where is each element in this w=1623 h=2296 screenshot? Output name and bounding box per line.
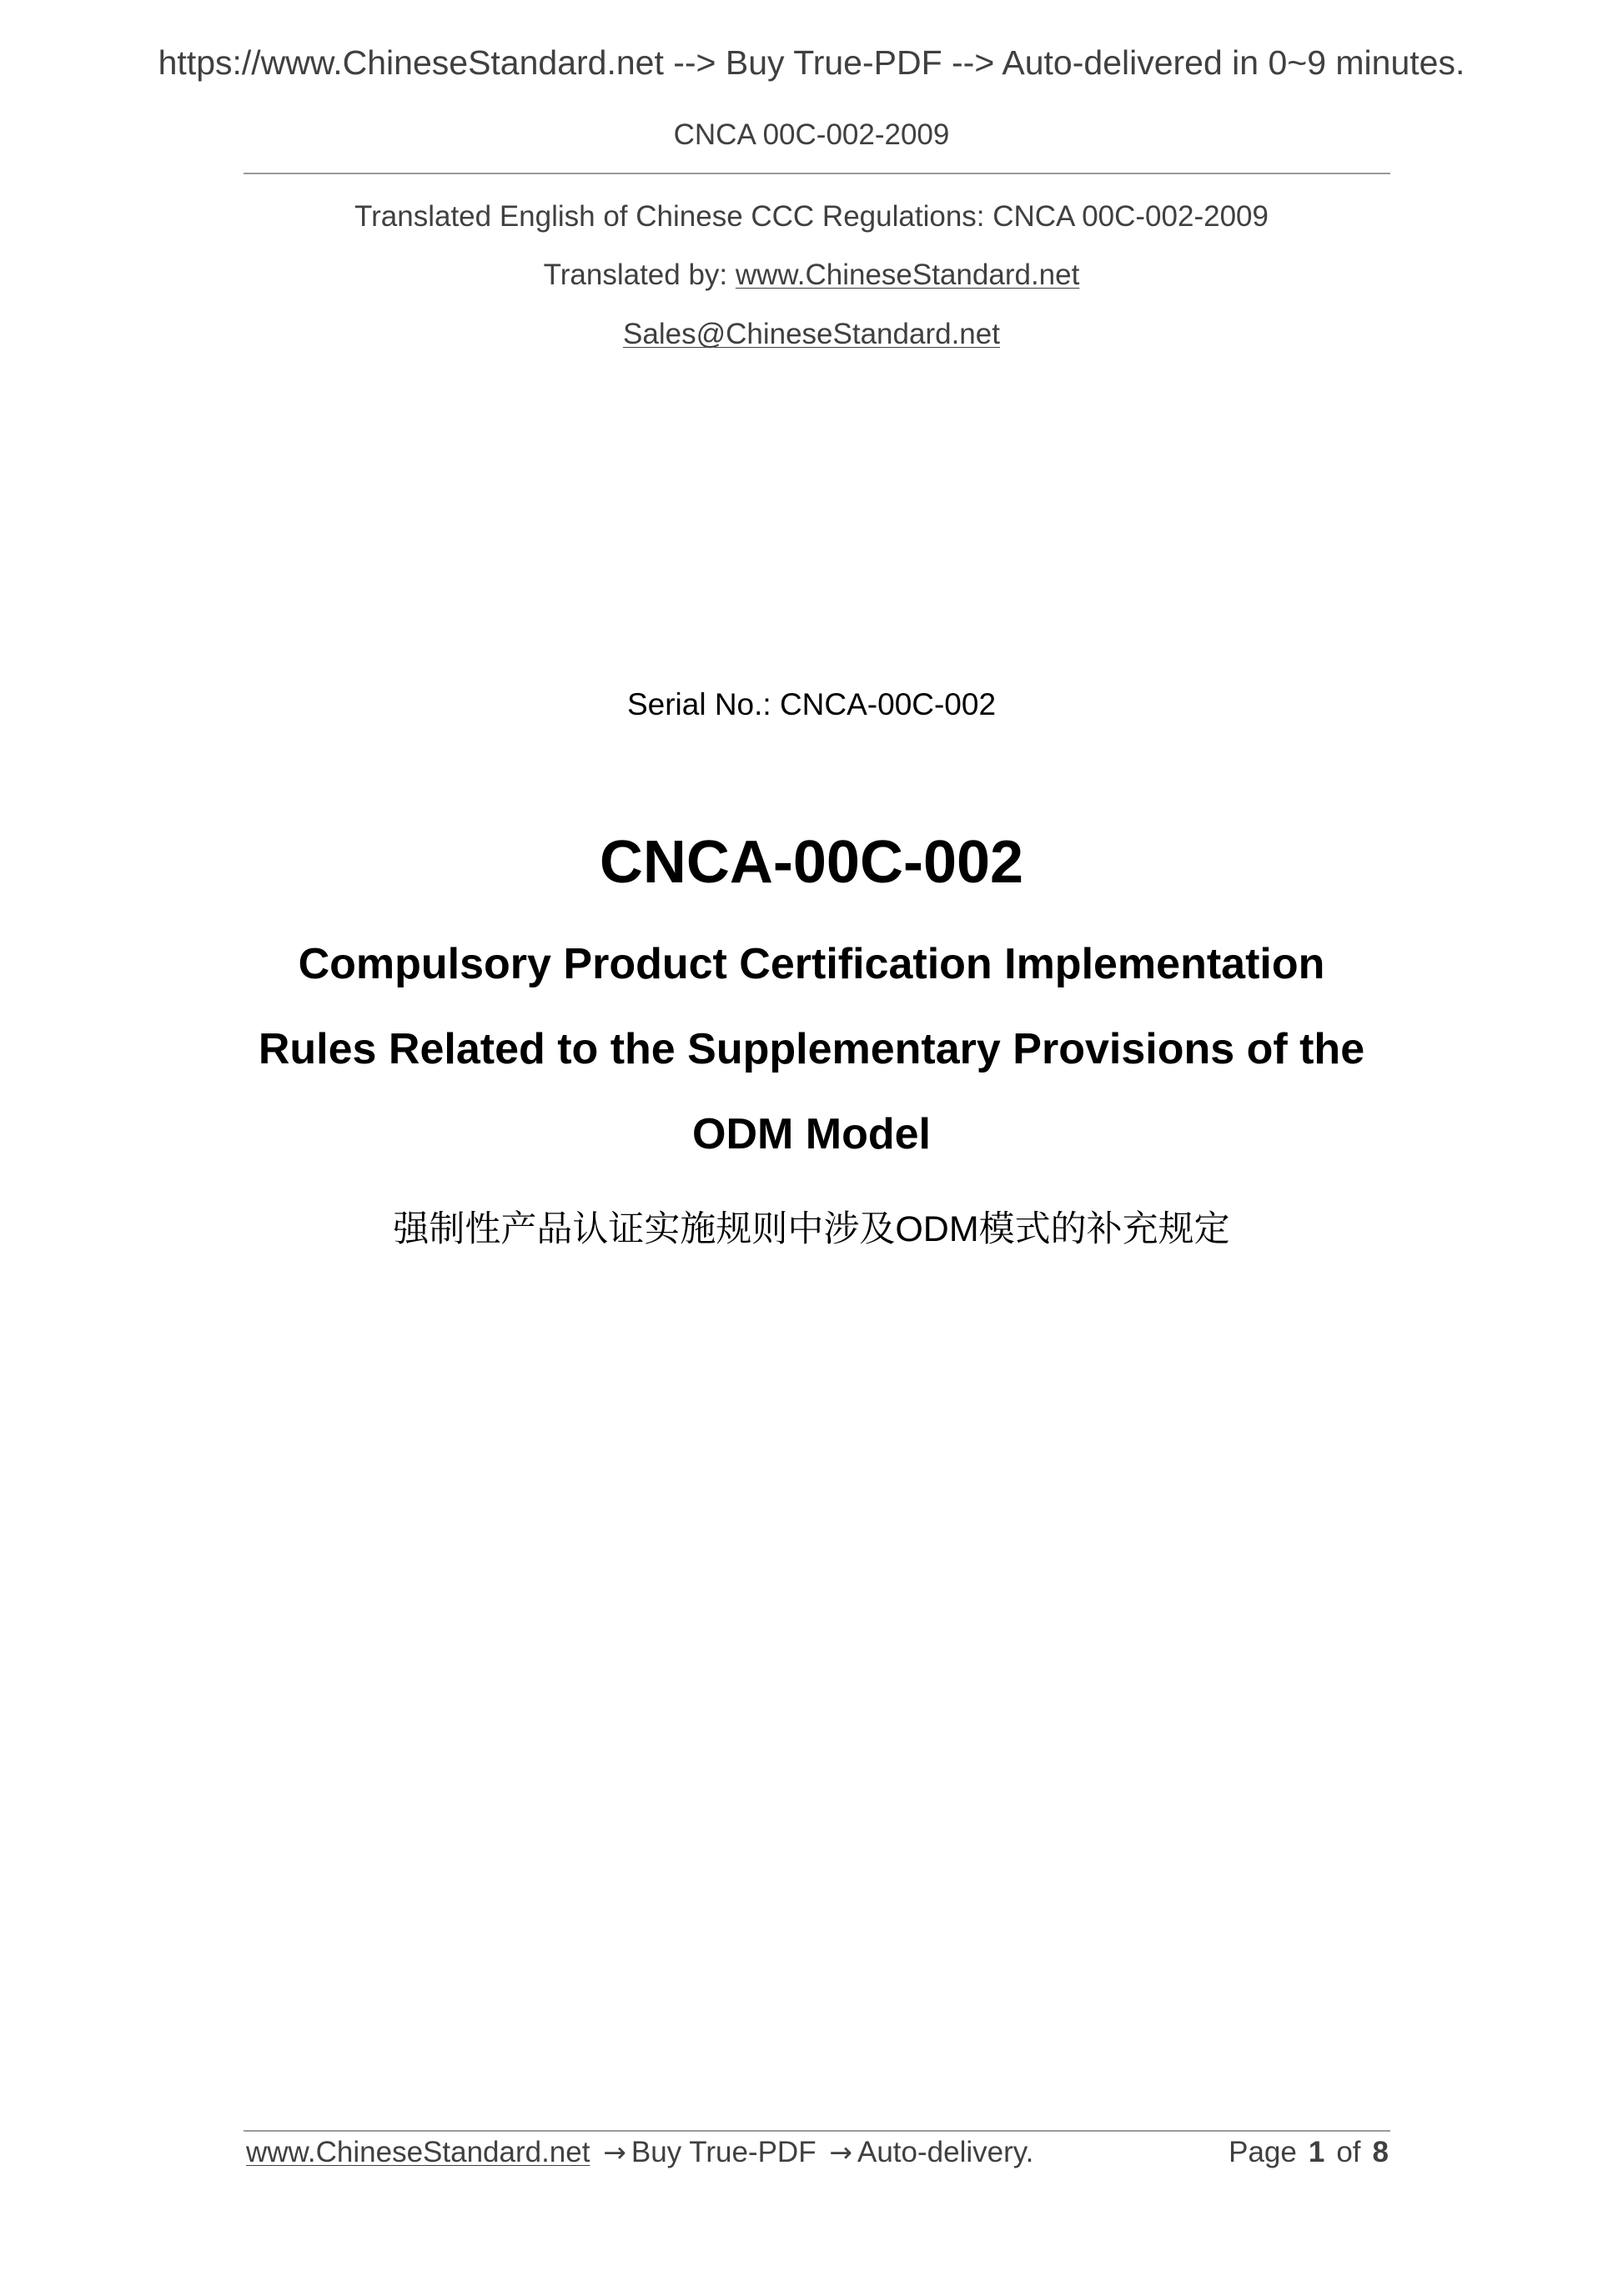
- subtitle-line: Rules Related to the Supplementary Provisions of the: [258, 1025, 1365, 1073]
- footer-buy-text: Buy True-PDF: [631, 2136, 817, 2168]
- page-total: 8: [1372, 2136, 1389, 2168]
- promo-banner[interactable]: https://www.ChineseStandard.net --> Buy True-PDF --> Auto-delivered in 0~9 minutes.: [158, 43, 1465, 82]
- footer-promo: [246, 2136, 1033, 2169]
- chinese-title: 强制性产品认证实施规则中涉及ODM模式的补充规定: [393, 1209, 1230, 1249]
- page-label: Page: [1229, 2136, 1297, 2168]
- header-divider: [244, 173, 1390, 174]
- translation-title: Translated English of Chinese CCC Regulations: CNCA 00C-002-2009: [354, 200, 1269, 233]
- subtitle-line: Compulsory Product Certification Implementation: [298, 940, 1325, 988]
- page-number: 1: [1308, 2136, 1325, 2168]
- document-subtitle: [0, 922, 1623, 1177]
- footer-website-link[interactable]: www.ChineseStandard.net: [246, 2136, 590, 2168]
- email-line: [0, 318, 1623, 351]
- arrow-right-icon: →: [603, 2136, 626, 2168]
- translated-by-line: [0, 259, 1623, 292]
- header-doc-code: CNCA 00C-002-2009: [673, 118, 950, 151]
- document-main-title: CNCA-00C-002: [599, 829, 1024, 896]
- translator-website-link[interactable]: www.ChineseStandard.net: [735, 259, 1080, 291]
- of-label: of: [1336, 2136, 1361, 2168]
- arrow-right-icon: →: [829, 2136, 852, 2168]
- serial-number: Serial No.: CNCA-00C-002: [626, 687, 997, 721]
- page-indicator: [1229, 2136, 1389, 2169]
- footer-divider: [244, 2130, 1390, 2132]
- footer-delivery-text: Auto-delivery.: [857, 2136, 1034, 2168]
- sales-email-link[interactable]: Sales@ChineseStandard.net: [623, 318, 1000, 350]
- subtitle-line: ODM Model: [692, 1110, 931, 1158]
- translated-by-label: Translated by:: [543, 259, 736, 291]
